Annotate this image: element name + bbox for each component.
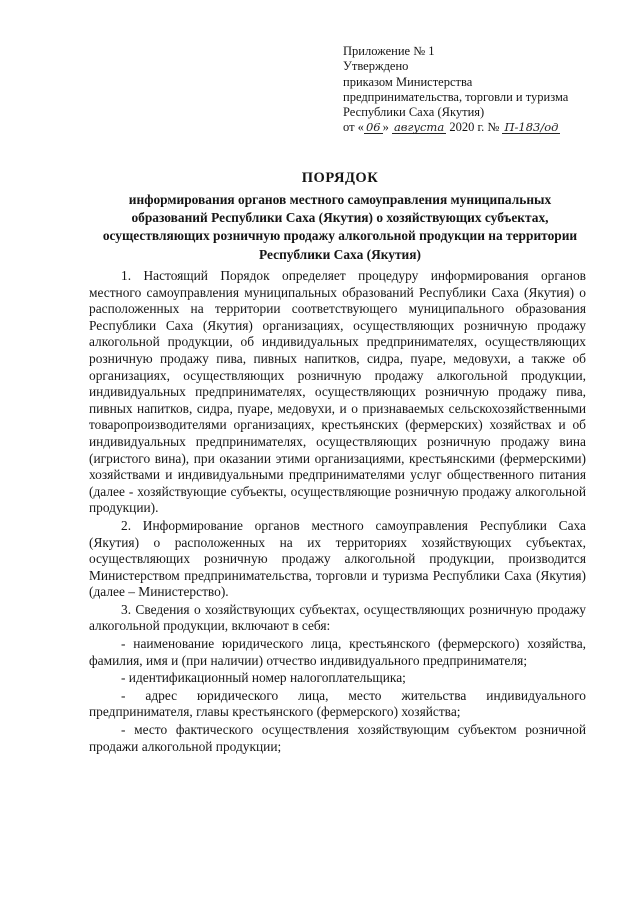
date-month-handwritten: августа (393, 120, 445, 135)
list-item: - адрес юридического лица, место жительства индивидуального предпринимателя, главы крестьянского (фермерского) хозяйства; (89, 687, 586, 720)
appendix-number: Приложение № 1 (343, 44, 435, 58)
republic-name-line: Республики Саха (Якутия) (343, 105, 485, 120)
paragraph-3: 3. Сведения о хозяйствующих субъектах, осуществляющих розничную продажу алкогольной продукции, включают в себя: (89, 601, 586, 634)
approved-label: Утверждено (343, 59, 409, 74)
document-subtitle: информирования органов местного самоуправления муниципальных образований Республики Саха (Якутия) о хозяйствующих субъектах, осуществляющих розничную продажу алкогольной продукции на территории Республики Саха (Якутия) (102, 192, 578, 262)
list-item: - идентификационный номер налогоплательщика; (121, 670, 406, 686)
date-year: 2020 г. № (446, 120, 503, 135)
date-mid: » (382, 120, 392, 135)
order-ministry-line: приказом Министерства (343, 74, 473, 89)
list-item: - место фактического осуществления хозяйствующим субъектом розничной продажи алкогольной продукции; (89, 722, 586, 754)
document-heading (90, 168, 590, 264)
approval-stamp (343, 44, 568, 136)
list-item: - наименование юридического лица, крестьянского (фермерского) хозяйства, фамилия, имя и (при наличии) отчество индивидуального предпринимателя; (89, 636, 586, 668)
document-body (89, 268, 586, 756)
paragraph-2: 2. Информирование органов местного самоуправления Республики Саха (Якутия) о расположенных на их территориях хозяйствующих субъектах, осуществляющих розничную продажу алкогольной продукции, производится Министерством предпринимательства, торговли и туризма Республики Саха (Якутия) (далее – Министерство). (89, 517, 586, 600)
document-title: ПОРЯДОК (301, 170, 379, 186)
date-prefix: от « (343, 120, 364, 135)
order-number-handwritten: П-183/од (504, 120, 559, 135)
paragraph-1: 1. Настоящий Порядок определяет процедуру информирования органов местного самоуправления муниципальных образований Республики Саха (Якутия) о расположенных на территории соответствующего муниципального образования Республики Саха (Якутия) организациях, осуществляющих розничную продажу алкогольной продукции, об индивидуальных предпринимателях, осуществляющих розничную продажу пива, пивных напитков, сидра, пуаре, медовухи, а также об организациях, осуществляющих розничную продажу алкогольной продукции, индивидуальных предпринимателях, осуществляющих розничную продажу пива, пивных напитков, сидра, пуаре, медовухи, и о признаваемых сельскохозяйственными товаропроизводителями организациях, крестьянских (фермерских) хозяйствах и об индивидуальных предпринимателях, осуществляющих розничную продажу вина (игристого вина), при оказании этими организациями, крестьянскими (фермерскими) хозяйствами и индивидуальными предпринимателями услуг общественного питания (далее - хозяйствующие субъекты, осуществляющие розничную продажу алкогольной продукции). (89, 268, 586, 516)
ministry-name-line: предпринимательства, торговли и туризма (343, 89, 569, 104)
order-date-line (343, 120, 568, 135)
date-day-handwritten: 06 (365, 120, 381, 135)
